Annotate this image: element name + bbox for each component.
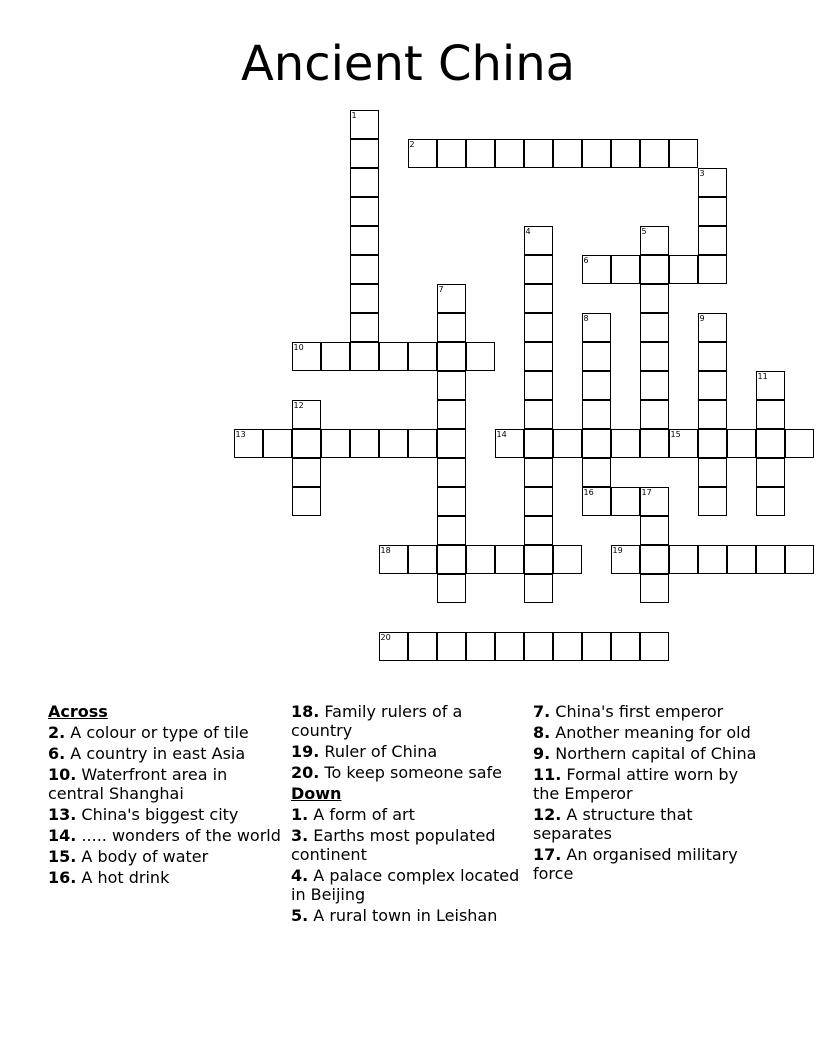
down-heading: Down: [291, 784, 342, 803]
clue-item: [291, 805, 527, 824]
cell-number: 9: [699, 314, 705, 323]
grid-cell[interactable]: [698, 342, 727, 371]
grid-cell[interactable]: [611, 545, 640, 574]
grid-cell[interactable]: [350, 284, 379, 313]
grid-cell[interactable]: [437, 342, 466, 371]
clue-item: [291, 906, 527, 925]
clue-item: [291, 866, 527, 904]
grid-cell[interactable]: [640, 342, 669, 371]
grid-cell[interactable]: [524, 545, 553, 574]
cell-number: 19: [612, 546, 623, 555]
clue-text: Another meaning for old: [550, 723, 751, 742]
grid-cell[interactable]: [437, 545, 466, 574]
clue-item: [533, 702, 769, 721]
grid-cell[interactable]: [669, 255, 698, 284]
clue-number: 5.: [291, 906, 309, 925]
clue-text: A hot drink: [76, 868, 170, 887]
grid-cell[interactable]: [640, 226, 669, 255]
grid-cell[interactable]: [524, 458, 553, 487]
grid-cell[interactable]: [350, 429, 379, 458]
clue-item: [291, 826, 527, 864]
grid-cell[interactable]: [437, 487, 466, 516]
grid-cell[interactable]: [524, 284, 553, 313]
grid-cell[interactable]: [582, 458, 611, 487]
cell-number: 11: [757, 372, 768, 381]
clue-number: 17.: [533, 845, 562, 864]
clue-number: 1.: [291, 805, 309, 824]
clue-item: [48, 765, 284, 803]
grid-cell[interactable]: [350, 255, 379, 284]
grid-cell[interactable]: [234, 429, 263, 458]
grid-cell[interactable]: [582, 400, 611, 429]
grid-cell[interactable]: [437, 458, 466, 487]
grid-cell[interactable]: [553, 545, 582, 574]
grid-cell[interactable]: [408, 545, 437, 574]
clue-number: 9.: [533, 744, 551, 763]
clue-item: [48, 805, 284, 824]
grid-cell[interactable]: [292, 342, 321, 371]
clue-number: 20.: [291, 763, 320, 782]
grid-cell[interactable]: [727, 545, 756, 574]
grid-cell[interactable]: [582, 632, 611, 661]
grid-cell[interactable]: [437, 371, 466, 400]
grid-cell[interactable]: [640, 371, 669, 400]
cell-number: 5: [641, 227, 647, 236]
grid-cell[interactable]: [408, 342, 437, 371]
clue-text: A colour or type of tile: [65, 723, 249, 742]
grid-cell[interactable]: [408, 632, 437, 661]
clue-item: [291, 702, 527, 740]
grid-cell[interactable]: [640, 313, 669, 342]
clue-number: 6.: [48, 744, 66, 763]
clue-text: Formal attire worn by the Emperor: [533, 765, 739, 803]
cell-number: 16: [583, 488, 594, 497]
grid-cell[interactable]: [524, 371, 553, 400]
clue-item: [48, 826, 284, 845]
grid-cell[interactable]: [524, 516, 553, 545]
grid-cell[interactable]: [350, 197, 379, 226]
grid-cell[interactable]: [350, 110, 379, 139]
grid-cell[interactable]: [553, 139, 582, 168]
grid-cell[interactable]: [437, 632, 466, 661]
grid-cell[interactable]: [756, 487, 785, 516]
clue-item: [48, 847, 284, 866]
grid-cell[interactable]: [350, 313, 379, 342]
grid-cell[interactable]: [553, 429, 582, 458]
grid-cell[interactable]: [640, 255, 669, 284]
cell-number: 15: [670, 430, 681, 439]
clue-number: 15.: [48, 847, 77, 866]
grid-cell[interactable]: [437, 284, 466, 313]
grid-cell[interactable]: [582, 313, 611, 342]
clue-text: A rural town in Leishan: [308, 906, 498, 925]
grid-cell[interactable]: [350, 342, 379, 371]
grid-cell[interactable]: [640, 545, 669, 574]
clue-number: 7.: [533, 702, 551, 721]
grid-cell[interactable]: [350, 168, 379, 197]
grid-cell[interactable]: [785, 545, 814, 574]
cell-number: 3: [699, 169, 705, 178]
grid-cell[interactable]: [582, 487, 611, 516]
grid-cell[interactable]: [466, 545, 495, 574]
clue-number: 12.: [533, 805, 562, 824]
grid-cell[interactable]: [640, 516, 669, 545]
grid-cell[interactable]: [350, 139, 379, 168]
down-clue-list: [291, 805, 527, 925]
grid-cell[interactable]: [437, 400, 466, 429]
grid-cell[interactable]: [611, 632, 640, 661]
puzzle-title: Ancient China: [240, 36, 576, 92]
grid-cell[interactable]: [785, 429, 814, 458]
grid-cell[interactable]: [524, 255, 553, 284]
clue-number: 3.: [291, 826, 309, 845]
grid-cell[interactable]: [582, 342, 611, 371]
grid-cell[interactable]: [611, 487, 640, 516]
grid-cell[interactable]: [292, 429, 321, 458]
clues-column-1: [48, 702, 284, 889]
grid-cell[interactable]: [292, 458, 321, 487]
grid-cell[interactable]: [698, 400, 727, 429]
clue-text: A palace complex located in Beijing: [291, 866, 520, 904]
clue-text: Ruler of China: [319, 742, 438, 761]
clue-number: 11.: [533, 765, 562, 784]
grid-cell[interactable]: [437, 313, 466, 342]
grid-cell[interactable]: [321, 429, 350, 458]
grid-cell[interactable]: [437, 574, 466, 603]
cell-number: 1: [351, 111, 357, 120]
across-clue-list-cont: [291, 702, 527, 782]
across-clue-list: [48, 723, 284, 887]
clue-number: 10.: [48, 765, 77, 784]
clue-text: ..... wonders of the world: [76, 826, 281, 845]
grid-cell[interactable]: [379, 342, 408, 371]
clue-text: China's biggest city: [76, 805, 239, 824]
clue-number: 8.: [533, 723, 551, 742]
grid-cell[interactable]: [524, 342, 553, 371]
clue-text: A form of art: [308, 805, 415, 824]
cell-number: 20: [380, 633, 391, 642]
grid-cell[interactable]: [524, 226, 553, 255]
clue-number: 14.: [48, 826, 77, 845]
cell-number: 6: [583, 256, 589, 265]
clue-text: Earths most populated continent: [291, 826, 496, 864]
clue-number: 2.: [48, 723, 66, 742]
clue-number: 13.: [48, 805, 77, 824]
grid-cell[interactable]: [495, 429, 524, 458]
grid-cell[interactable]: [524, 487, 553, 516]
grid-cell[interactable]: [640, 487, 669, 516]
grid-cell[interactable]: [379, 545, 408, 574]
clue-text: Family rulers of a country: [291, 702, 463, 740]
clue-item: [533, 744, 769, 763]
cell-number: 7: [438, 285, 444, 294]
grid-cell[interactable]: [698, 487, 727, 516]
grid-cell[interactable]: [698, 429, 727, 458]
grid-cell[interactable]: [495, 139, 524, 168]
clue-number: 19.: [291, 742, 320, 761]
grid-cell[interactable]: [437, 516, 466, 545]
grid-cell[interactable]: [727, 429, 756, 458]
grid-cell[interactable]: [756, 458, 785, 487]
grid-cell[interactable]: [611, 429, 640, 458]
grid-cell[interactable]: [582, 371, 611, 400]
grid-cell[interactable]: [495, 632, 524, 661]
grid-cell[interactable]: [379, 429, 408, 458]
grid-cell[interactable]: [466, 139, 495, 168]
grid-cell[interactable]: [669, 139, 698, 168]
across-heading: Across: [48, 702, 108, 721]
cell-number: 14: [496, 430, 507, 439]
grid-cell[interactable]: [524, 632, 553, 661]
clue-item: [533, 723, 769, 742]
grid-cell[interactable]: [437, 139, 466, 168]
clue-text: To keep someone safe: [319, 763, 503, 782]
cell-number: 10: [293, 343, 304, 352]
grid-cell[interactable]: [408, 139, 437, 168]
grid-cell[interactable]: [582, 139, 611, 168]
clues-column-2: [291, 702, 527, 927]
grid-cell[interactable]: [640, 632, 669, 661]
clue-item: [48, 744, 284, 763]
grid-cell[interactable]: [640, 284, 669, 313]
grid-cell[interactable]: [698, 226, 727, 255]
grid-cell[interactable]: [640, 429, 669, 458]
grid-cell[interactable]: [437, 429, 466, 458]
clue-item: [48, 723, 284, 742]
clue-item: [48, 868, 284, 887]
grid-cell[interactable]: [466, 342, 495, 371]
grid-cell[interactable]: [640, 574, 669, 603]
cell-number: 12: [293, 401, 304, 410]
grid-cell[interactable]: [408, 429, 437, 458]
grid-cell[interactable]: [321, 342, 350, 371]
clue-text: China's first emperor: [550, 702, 724, 721]
down-clue-list-cont: [533, 702, 769, 883]
grid-cell[interactable]: [640, 400, 669, 429]
grid-cell[interactable]: [582, 255, 611, 284]
clues-column-3: [533, 702, 769, 885]
grid-cell[interactable]: [698, 255, 727, 284]
grid-cell[interactable]: [524, 574, 553, 603]
clue-number: 16.: [48, 868, 77, 887]
grid-cell[interactable]: [611, 255, 640, 284]
grid-cell[interactable]: [640, 139, 669, 168]
grid-cell[interactable]: [756, 545, 785, 574]
cell-number: 8: [583, 314, 589, 323]
clue-text: A body of water: [76, 847, 209, 866]
grid-cell[interactable]: [756, 371, 785, 400]
clue-number: 18.: [291, 702, 320, 721]
cell-number: 2: [409, 140, 415, 149]
grid-cell[interactable]: [350, 226, 379, 255]
grid-cell[interactable]: [698, 545, 727, 574]
cell-number: 4: [525, 227, 531, 236]
grid-cell[interactable]: [292, 400, 321, 429]
grid-cell[interactable]: [466, 632, 495, 661]
clue-number: 4.: [291, 866, 309, 885]
grid-cell[interactable]: [524, 313, 553, 342]
clue-text: Northern capital of China: [550, 744, 757, 763]
clue-item: [533, 805, 769, 843]
grid-cell[interactable]: [379, 632, 408, 661]
cell-number: 13: [235, 430, 246, 439]
grid-cell[interactable]: [698, 197, 727, 226]
clue-item: [291, 742, 527, 761]
clue-item: [291, 763, 527, 782]
cell-number: 18: [380, 546, 391, 555]
grid-cell[interactable]: [756, 400, 785, 429]
grid-cell[interactable]: [553, 632, 582, 661]
grid-cell[interactable]: [698, 313, 727, 342]
clue-text: Waterfront area in central Shanghai: [48, 765, 228, 803]
grid-cell[interactable]: [611, 139, 640, 168]
clue-item: [533, 845, 769, 883]
grid-cell[interactable]: [698, 371, 727, 400]
grid-cell[interactable]: [495, 545, 524, 574]
grid-cell[interactable]: [292, 487, 321, 516]
cell-number: 17: [641, 488, 652, 497]
grid-cell[interactable]: [524, 139, 553, 168]
clue-text: A structure that separates: [533, 805, 693, 843]
clue-text: An organised military force: [533, 845, 738, 883]
grid-cell[interactable]: [524, 429, 553, 458]
grid-cell[interactable]: [582, 429, 611, 458]
clue-text: A country in east Asia: [65, 744, 246, 763]
grid-cell[interactable]: [698, 458, 727, 487]
grid-cell[interactable]: [698, 168, 727, 197]
grid-cell[interactable]: [756, 429, 785, 458]
clue-item: [533, 765, 769, 803]
grid-cell[interactable]: [263, 429, 292, 458]
grid-cell[interactable]: [669, 429, 698, 458]
grid-cell[interactable]: [524, 400, 553, 429]
grid-cell[interactable]: [669, 545, 698, 574]
